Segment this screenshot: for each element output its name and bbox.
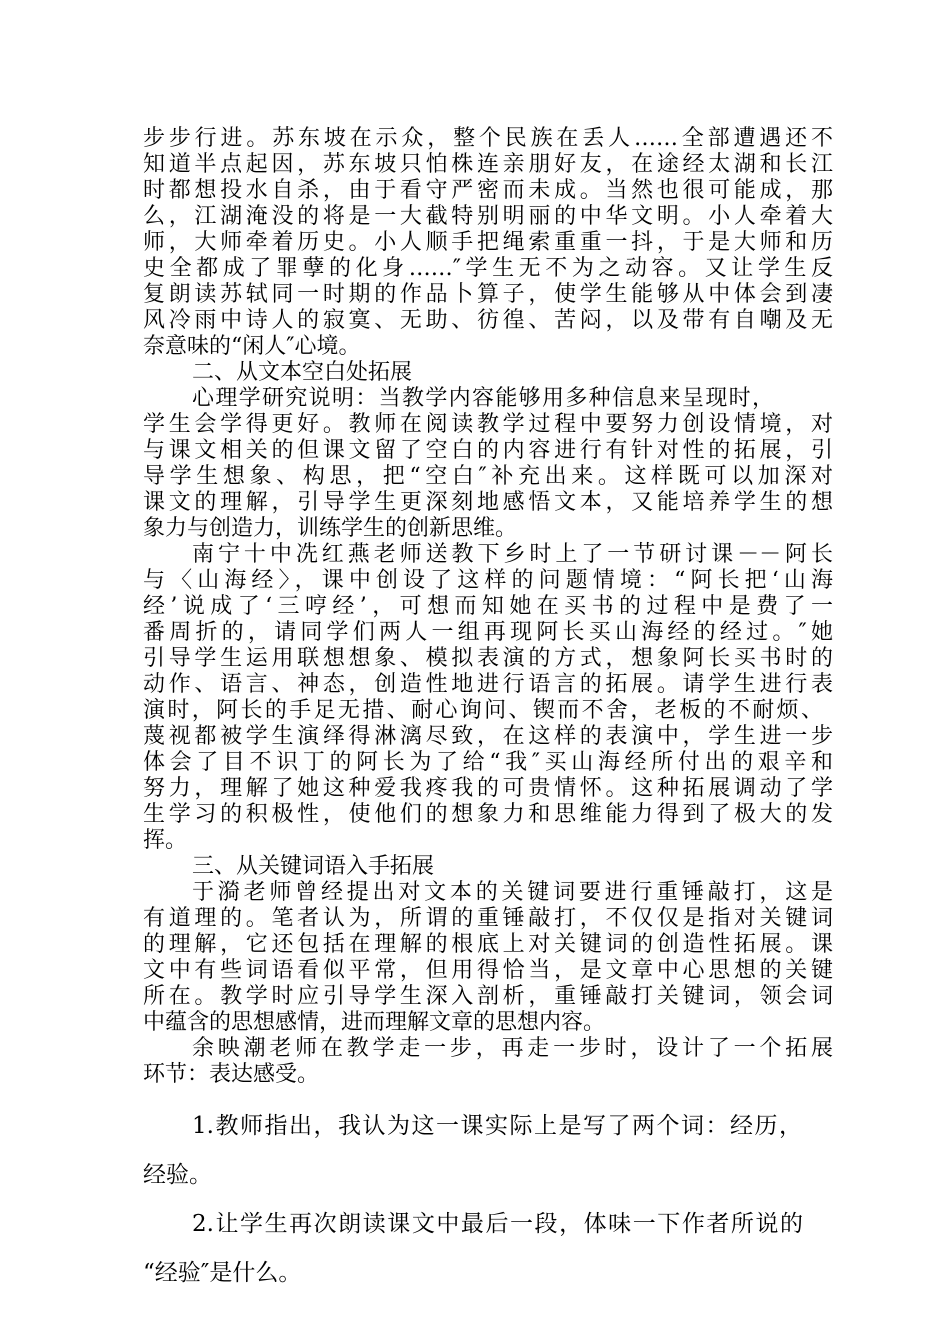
- text-line: 所在。教学时应引导学生深入剖析，重锤敲打关键词，领会词: [143, 984, 833, 1009]
- text-line: 引导学生运用联想想象、模拟表演的方式，想象阿长买书时的: [143, 646, 833, 671]
- text-line: 蔑视都被学生演绎得淋漓尽致，在这样的表演中，学生进一步: [143, 724, 833, 749]
- text-line: 心理学研究说明：当教学内容能够用多种信息来呈现时，: [192, 386, 774, 411]
- list-item: 1.教师指出，我认为这一课实际上是写了两个词：经历，: [192, 1113, 802, 1139]
- text-line: 努力，理解了她这种爱我疼我的可贵情怀。这种拓展调动了学: [143, 776, 833, 801]
- text-line: 番周折的，请同学们两人一组再现阿长买山海经的经过。″她: [143, 620, 833, 645]
- text-line: 与〈山海经〉，课中创设了这样的问题情境：“阿长把‘山海: [143, 568, 833, 593]
- list-item-continuation: “经验″是什么。: [143, 1260, 302, 1286]
- text-line: 风冷雨中诗人的寂寞、无助、彷徨、苦闷，以及带有自嘲及无: [143, 308, 833, 333]
- text-line: 学生会学得更好。教师在阅读教学过程中要努力创设情境，对: [143, 412, 833, 437]
- text-line: 知道半点起因，苏东坡只怕株连亲朋好友，在途经太湖和长江: [143, 152, 833, 177]
- text-line: 象力与创造力，训练学生的创新思维。: [143, 516, 518, 541]
- text-line: 史全都成了罪孽的化身……″学生无不为之动容。又让学生反: [143, 256, 833, 281]
- text-line: 生学习的积极性，使他们的想象力和思维能力得到了极大的发: [143, 802, 833, 827]
- text-line: 挥。: [143, 828, 188, 853]
- text-line: 步步行进。苏东坡在示众，整个民族在丢人……全部遭遇还不: [143, 126, 833, 151]
- text-line: 与课文相关的但课文留了空白的内容进行有针对性的拓展，引: [143, 438, 833, 463]
- text-line: 课文的理解，引导学生更深刻地感悟文本，又能培养学生的想: [143, 490, 833, 515]
- text-line: 有道理的。笔者认为，所谓的重锤敲打，不仅仅是指对关键词: [143, 906, 833, 931]
- text-line: 时都想投水自杀，由于看守严密而未成。当然也很可能成，那: [143, 178, 833, 203]
- section-heading: 二、从文本空白处拓展: [192, 360, 413, 385]
- text-line: 复朗读苏轼同一时期的作品卜算子，使学生能够从中体会到凄: [143, 282, 833, 307]
- text-line: 环节：表达感受。: [143, 1062, 320, 1087]
- text-line: 体会了目不识丁的阿长为了给“我″买山海经所付出的艰辛和: [143, 750, 833, 775]
- text-line: 奈意味的“闲人″心境。: [143, 334, 361, 359]
- text-line: 经’说成了‘三哼经’，可想而知她在买书的过程中是费了一: [143, 594, 833, 619]
- list-item: 2.让学生再次朗读课文中最后一段，体味一下作者所说的: [192, 1211, 803, 1237]
- text-line: 的理解，它还包括在理解的根底上对关键词的创造性拓展。课: [143, 932, 833, 957]
- section-heading: 三、从关键词语入手拓展: [192, 854, 435, 879]
- text-line: 师，大师牵着历史。小人顺手把绳索重重一抖，于是大师和历: [143, 230, 833, 255]
- list-item-continuation: 经验。: [143, 1162, 212, 1188]
- text-line: 演时，阿长的手足无措、耐心询问、锲而不舍，老板的不耐烦、: [143, 698, 823, 723]
- text-line: 余映潮老师在教学走一步，再走一步时，设计了一个拓展: [192, 1036, 833, 1061]
- text-line: 导学生想象、构思，把“空白″补充出来。这样既可以加深对: [143, 464, 833, 489]
- text-line: 中蕴含的思想感情，进而理解文章的思想内容。: [143, 1010, 606, 1035]
- text-line: 么，江湖淹没的将是一大截特别明丽的中华文明。小人牵着大: [143, 204, 833, 229]
- text-line: 文中有些词语看似平常，但用得恰当，是文章中心思想的关键: [143, 958, 833, 983]
- text-line: 于漪老师曾经提出对文本的关键词要进行重锤敲打，这是: [192, 880, 833, 905]
- text-line: 南宁十中冼红燕老师送教下乡时上了一节研讨课－－阿长: [192, 542, 833, 567]
- text-line: 动作、语言、神态，创造性地进行语言的拓展。请学生进行表: [143, 672, 833, 697]
